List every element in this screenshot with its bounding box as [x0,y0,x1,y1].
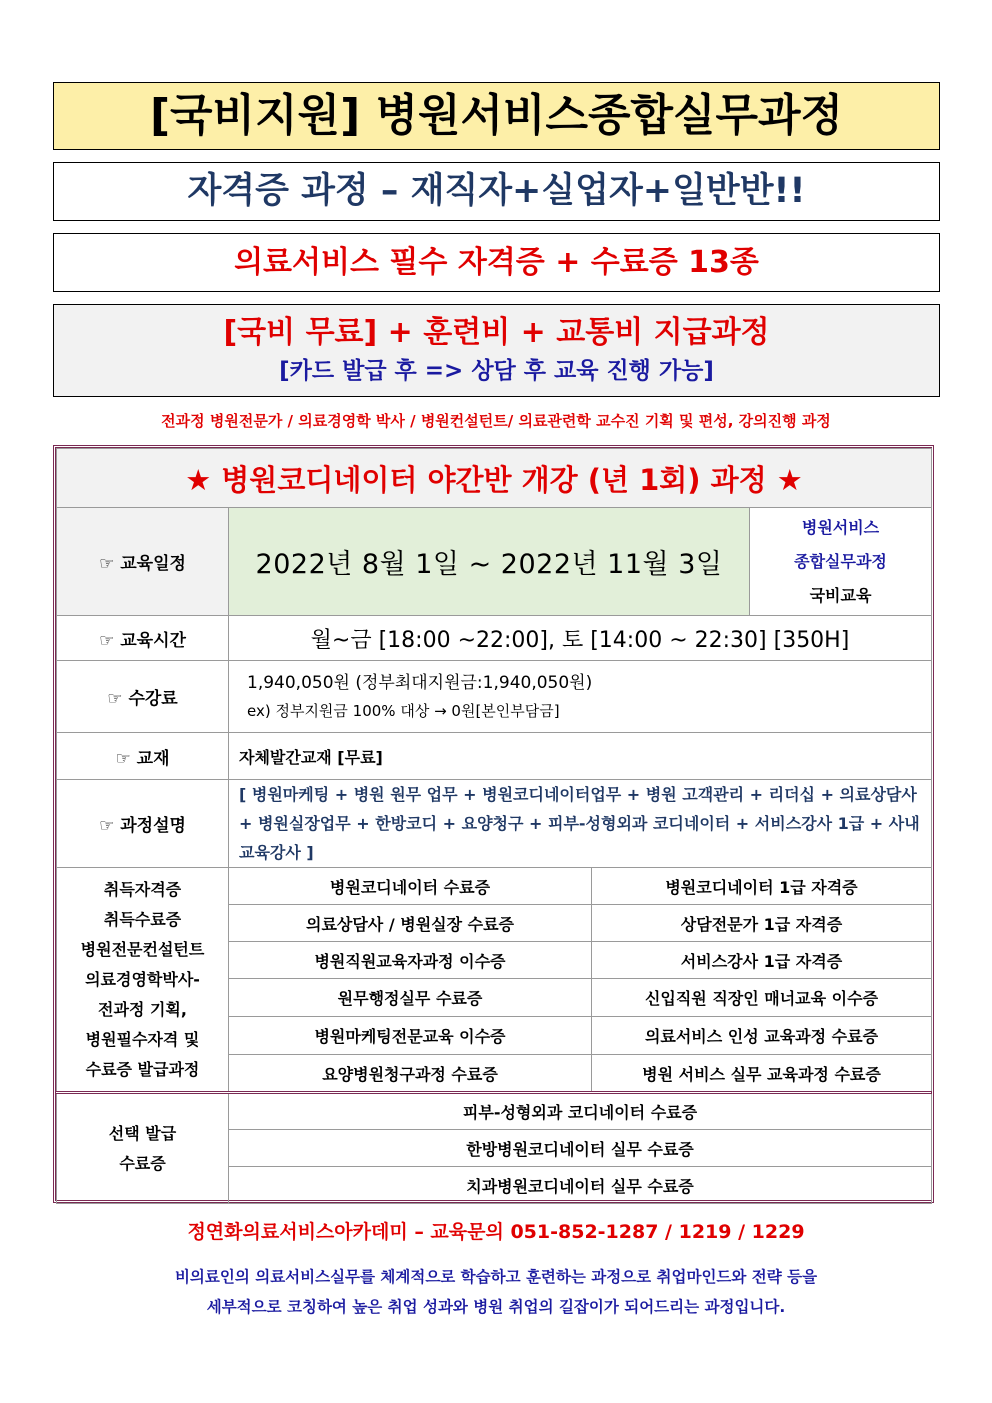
contact-line: 정연화의료서비스아카데미 – 교육문의 051-852-1287 / 1219 / 1229 [187,1221,805,1243]
cert-item: 의료상담사 / 병원실장 수료증 [229,905,592,942]
hours-value: 월~금 [18:00 ~22:00], 토 [14:00 ~ 22:30] [350H] [229,616,932,661]
cert-item: 상담전문가 1급 자격증 [592,905,932,942]
faculty-note: 전과정 병원전문가 / 의료경영학 박사 / 병원컨설턴트/ 의료관련학 교수진 기획 및 편성, 강의진행 과정 [161,412,831,430]
fee-label: ☞ 수강료 [57,661,229,733]
certs-label-line: 의료경영학박사- [85,969,200,989]
certs-label-line: 취득수료증 [103,909,182,929]
optional-item: 치과병원코디네이터 실무 수료증 [229,1167,932,1204]
table-header: ★ 병원코디네이터 야간반 개강 (년 1회) 과정 ★ [57,449,932,508]
optional-label [57,1093,229,1204]
cert-item: 병원마케팅전문교육 이수증 [229,1017,592,1055]
schedule-label: ☞ 교육일정 [57,508,229,616]
course-info-table [53,445,934,1203]
cert-item: 병원코디네이터 1급 자격증 [592,868,932,905]
cert-item: 요양병원청구과정 수료증 [229,1055,592,1093]
course-subtitle: 자격증 과정 – 재직자+실업자+일반반!! [53,162,940,221]
certs-label-line: 병원필수자격 및 [85,1029,200,1049]
intro-line-2: 세부적으로 코칭하여 높은 취업 성과와 병원 취업의 길잡이가 되어드리는 과정입니다. [206,1298,786,1316]
optional-label-line: 선택 발급 [108,1123,177,1143]
cert-item: 병원코디네이터 수료증 [229,868,592,905]
cert-item: 병원직원교육자과정 이수증 [229,942,592,979]
cert-item: 신입직원 직장인 매너교육 이수증 [592,979,932,1017]
intro-text [0,1262,992,1322]
certs-label [57,868,229,1093]
certificate-banner: 의료서비스 필수 자격증 + 수료증 13종 [53,233,940,292]
side-line-1: 병원서비스 [801,517,880,537]
certs-label-line: 취득자격증 [103,879,182,899]
optional-item: 한방병원코디네이터 실무 수료증 [229,1130,932,1167]
description-value: [ 병원마케팅 + 병원 원무 업무 + 병원코디네이터업무 + 병원 고객관리 + 리더십 + 의료상담사 + 병원실장업무 + 한방코디 + 요양청구 + 피부-성형외과 코디네이터 + 서비스강사 1급 + 사내교육강사 ] [229,780,932,868]
certs-label-line: 수료증 발급과정 [85,1059,200,1079]
optional-item: 피부-성형외과 코디네이터 수료증 [229,1093,932,1130]
certs-label-line: 전과정 기획, [98,999,187,1019]
side-line-2: 종합실무과정 [794,551,887,571]
cert-item: 서비스강사 1급 자격증 [592,942,932,979]
hours-label: ☞ 교육시간 [57,616,229,661]
cert-item: 원무행정실무 수료증 [229,979,592,1017]
cert-item: 의료서비스 인성 교육과정 수료증 [592,1017,932,1055]
textbook-label: ☞ 교재 [57,733,229,780]
intro-line-1: 비의료인의 의료서비스실무를 체계적으로 학습하고 훈련하는 과정으로 취업마인드와 전략 등을 [174,1268,818,1286]
description-label: ☞ 과정설명 [57,780,229,868]
fee-line-1: 1,940,050원 (정부최대지원금:1,940,050원) [247,672,593,693]
schedule-value: 2022년 8월 1일 ~ 2022년 11월 3일 [229,508,750,616]
free-tuition-main: [국비 무료] + 훈련비 + 교통비 지급과정 [223,315,770,350]
page-title: [국비지원] 병원서비스종합실무과정 [53,82,940,150]
cert-item: 병원 서비스 실무 교육과정 수료증 [592,1055,932,1093]
schedule-side-note [750,508,932,616]
side-line-3: 국비교육 [809,585,872,605]
optional-label-line: 수료증 [119,1153,166,1173]
free-tuition-sub: [카드 발급 후 => 상담 후 교육 진행 가능] [279,358,714,384]
textbook-value: 자체발간교재 [무료] [229,733,932,780]
free-tuition-banner [53,304,940,397]
fee-value [229,661,932,733]
certs-label-line: 병원전문컨설턴트 [80,939,205,959]
fee-line-2: ex) 정부지원금 100% 대상 → 0원[본인부담금] [247,701,560,720]
